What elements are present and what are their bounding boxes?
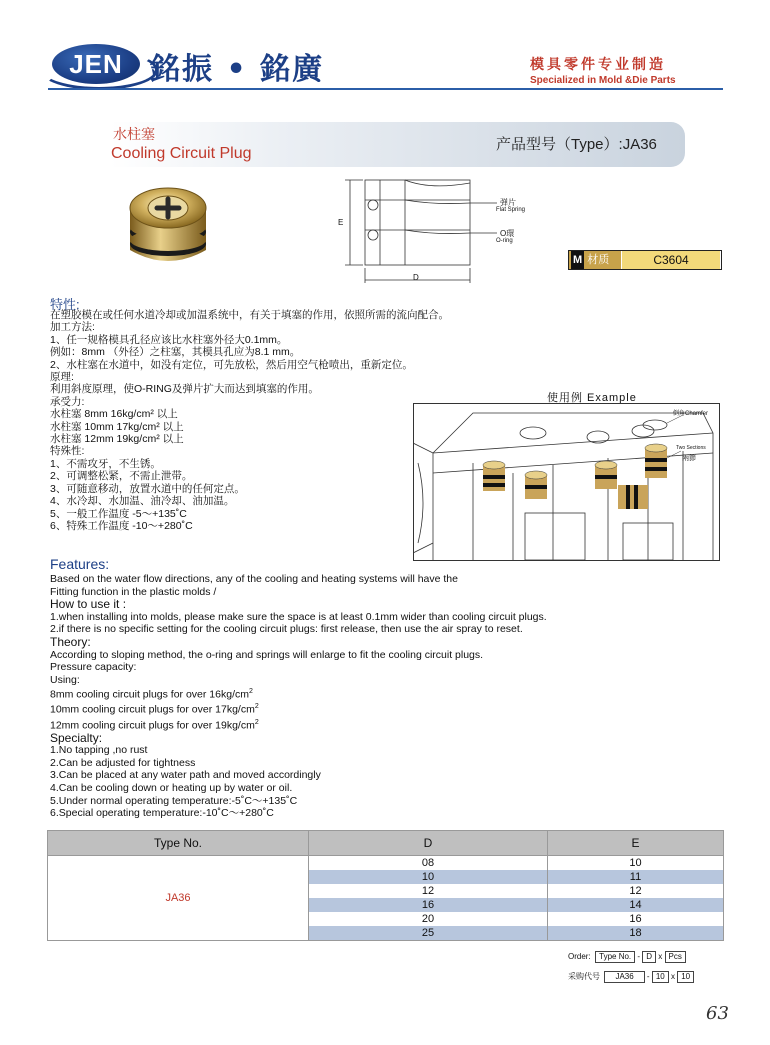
type-cell: JA36 (48, 856, 309, 941)
dim-e-label: E (338, 218, 344, 227)
d-cell: 10 (309, 870, 548, 884)
cn-line: 2、水柱塞在水道中，如没有定位，可先放松，然后用空气枪喷出，重新定位。 (50, 358, 413, 371)
cn-line: 水柱塞 8mm 16kg/cm² 以上 (50, 408, 178, 421)
material-value: C3604 (622, 251, 720, 269)
cn-line: 在塑胶模在或任何水道冷却或加温系统中，有关于填塞的作用，依照所需的流向配合。 (50, 309, 449, 321)
cn-line: 2、可调整松紧，不需止泄带。 (50, 470, 193, 483)
col-header-e: E (548, 831, 724, 856)
e-cell: 14 (548, 898, 724, 912)
order-field-type: Type No. (595, 951, 635, 963)
order-code-example: 采购代号 JA36 - 10 x 10 (568, 971, 694, 983)
example-title: 使用例 Example (547, 392, 637, 404)
pressure-title: Pressure capacity: (50, 661, 137, 674)
theory-title: Theory: (50, 634, 91, 649)
flat-spring-cn: 弹片 (500, 198, 516, 207)
d-cell: 16 (309, 898, 548, 912)
material-label-text: 材质 (587, 254, 610, 266)
order-code-type: JA36 (604, 971, 644, 983)
d-cell: 12 (309, 884, 548, 898)
product-title-cn: 水柱塞 (113, 126, 155, 142)
theory-line: According to sloping method, the o-ring and springs will enlarge to fit the cooling circuit plugs. (50, 648, 484, 661)
cn-line: 5、一般工作温度 -5～+135˚C (50, 507, 187, 520)
e-cell: 16 (548, 912, 724, 926)
howto-line: 2.if there is no specific setting for the cooling circuit plugs: first release, then use the air spray to reset. (50, 623, 523, 636)
cn-line: 特殊性: (50, 445, 85, 458)
order-code-d: 10 (652, 971, 669, 983)
order-field-pcs: Pcs (665, 951, 686, 963)
example-illustration (413, 403, 720, 561)
cn-line: 利用斜度原理，使O-RING及弹片扩大而达到填塞的作用。 (50, 383, 319, 396)
cn-line: 水柱塞 12mm 19kg/cm² 以上 (50, 433, 184, 446)
cn-line: 1、任一规格模具孔径应该比水柱塞外径大0.1mm。 (50, 333, 288, 346)
e-cell: 12 (548, 884, 724, 898)
specialty-line: 3.Can be placed at any water path and moved accordingly (50, 769, 321, 782)
col-header-d: D (309, 831, 548, 856)
example-sections-en: Two Sections (676, 445, 706, 451)
cn-line: 4、水冷却、水加温、油冷却、油加温。 (50, 495, 235, 508)
oring-en: O-ring (496, 238, 513, 244)
cn-line: 6、特殊工作温度 -10～+280˚C (50, 519, 193, 532)
product-photo (118, 180, 218, 272)
specialty-line: 4.Can be cooling down or heating up by water or oil. (50, 782, 293, 794)
howto-title: How to use it : (50, 597, 127, 612)
using-line: 8mm cooling circuit plugs for over $16kg/cm^2$ (50, 688, 253, 701)
oring-cn: O環 (500, 229, 515, 238)
order-field-d: D (642, 951, 656, 963)
order-example: Order: Type No. - D x Pcs (568, 951, 686, 963)
product-title-en: Cooling Circuit Plug (111, 145, 252, 162)
howto-line: 1.when installing into molds, please make sure the space is at least 0.1mm wider than cooling circuit plugs. (50, 610, 547, 623)
specialty-title: Specialty: (50, 730, 103, 745)
d-cell: 25 (309, 926, 548, 941)
specialty-line: 5.Under normal operating temperature:-5˚C～+135˚C (50, 794, 298, 807)
cn-line: 承受力: (50, 395, 85, 408)
using-line: 12mm cooling circuit plugs for over $19kg/cm^2$ (50, 718, 259, 732)
brand-name-cn: 銘振 • 銘廣 (150, 52, 325, 87)
tagline-en: Specialized in Mold &Die Parts (530, 75, 676, 86)
cn-line: 3、可随意移动，放置水道中的任何定点。 (50, 482, 245, 495)
table-row (48, 856, 724, 871)
cn-features-title: 特性: (50, 297, 80, 312)
example-sections-cn: 兩節 (682, 455, 696, 462)
e-cell: 18 (548, 926, 724, 941)
cn-line: 原理: (50, 371, 74, 384)
brand-logo: JEN (52, 44, 140, 84)
tagline-cn: 模具零件专业制造 (530, 57, 666, 73)
cn-line: 1、不需攻牙，不生锈。 (50, 457, 161, 470)
features-intro: Based on the water flow directions, any of the cooling and heating systems will have the (50, 573, 458, 585)
material-label (569, 251, 621, 269)
d-cell: 08 (309, 856, 548, 871)
cn-text-block (50, 309, 449, 532)
e-cell: 11 (548, 870, 724, 884)
order-label: Order: (568, 952, 591, 961)
dim-d-label: D (413, 273, 419, 282)
e-cell: 10 (548, 856, 724, 871)
features-title: Features: (50, 556, 110, 572)
cn-line: 例如：8mm （外径）之柱塞，其模具孔应为8.1 mm。 (50, 346, 301, 359)
flat-spring-en: Flat Spring (496, 207, 526, 213)
specialty-line: 1.No tapping ,no rust (50, 744, 148, 757)
features-block (50, 573, 547, 820)
cn-line: 加工方法: (50, 321, 95, 334)
cn-line: 水柱塞 10mm 17kg/cm² 以上 (50, 420, 184, 433)
d-cell: 20 (309, 912, 548, 926)
specialty-line: 2.Can be adjusted for tightness (50, 756, 196, 769)
spec-table (47, 830, 724, 941)
order-code-label: 采购代号 (568, 972, 600, 981)
order-code-qty: 10 (677, 971, 694, 983)
header-divider (48, 88, 723, 90)
using-line: 10mm cooling circuit plugs for over $17kg/cm^2$ (50, 703, 259, 716)
material-m-badge: M (571, 251, 584, 269)
example-chamfer-label: 倒角Chamfer (673, 411, 709, 417)
specialty-line: 6.Special operating temperature:-10˚C～+280˚C (50, 807, 274, 820)
col-header-type: Type No. (48, 831, 309, 856)
product-type-label: 产品型号（Type）:JA36 (496, 136, 657, 153)
using-title: Using: (50, 673, 80, 686)
page-number: 63 (706, 1003, 729, 1024)
features-intro: Fitting function in the plastic molds / (50, 585, 217, 598)
